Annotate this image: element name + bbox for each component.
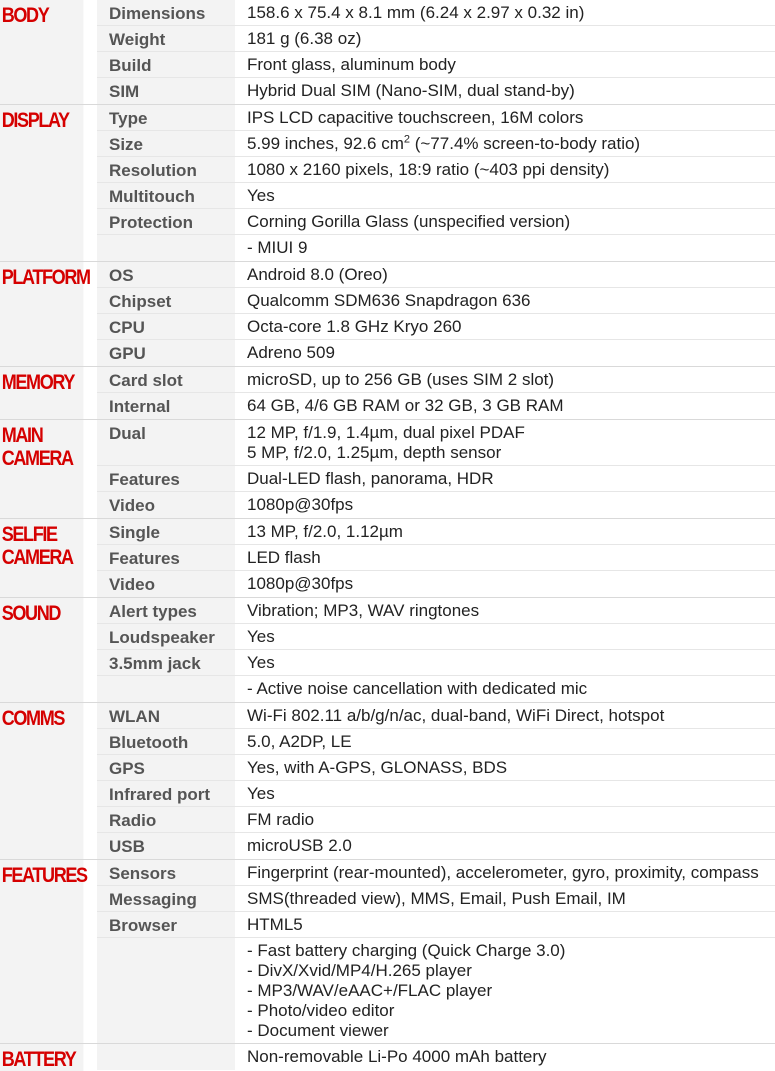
spec-row xyxy=(97,807,775,833)
section-title xyxy=(0,420,83,518)
spec-value-line xyxy=(247,317,775,337)
spec-label: 3.5mm jack xyxy=(97,650,235,675)
spec-value xyxy=(235,729,775,754)
spec-section xyxy=(0,703,775,860)
spec-label: Size xyxy=(97,131,235,156)
spec-row xyxy=(97,314,775,340)
spec-value xyxy=(235,624,775,649)
spec-value xyxy=(235,860,775,885)
spec-value-line xyxy=(247,186,775,206)
spec-value-text: Hybrid Dual SIM (Nano-SIM, dual stand-by) xyxy=(247,81,575,100)
spec-value-line xyxy=(247,495,775,515)
section-title-line: MAIN xyxy=(1,424,43,447)
spec-value-text: Dual-LED flash, panorama, HDR xyxy=(247,469,494,488)
spec-rows xyxy=(97,105,775,261)
spec-label: Loudspeaker xyxy=(97,624,235,649)
spec-label xyxy=(97,938,235,1043)
spec-value-line xyxy=(247,134,775,154)
spec-row xyxy=(97,755,775,781)
spec-row xyxy=(97,598,775,624)
spec-value xyxy=(235,235,775,261)
spec-value-line xyxy=(247,396,775,416)
section-title-line: DISPLAY xyxy=(1,109,69,132)
spec-value xyxy=(235,314,775,339)
spec-value-line xyxy=(247,574,775,594)
spec-value-line xyxy=(247,55,775,75)
section-title-line: SELFIE xyxy=(1,523,57,546)
spec-value-text: Yes xyxy=(247,186,275,205)
section-title xyxy=(0,367,83,419)
spec-row xyxy=(97,105,775,131)
spec-value-text: Yes xyxy=(247,784,275,803)
spec-value-text: - MIUI 9 xyxy=(247,238,308,257)
spec-value-line xyxy=(247,29,775,49)
spec-row xyxy=(97,235,775,261)
spec-label: Type xyxy=(97,105,235,130)
spec-row xyxy=(97,519,775,545)
spec-value-text: 5.0, A2DP, LE xyxy=(247,732,352,751)
spec-rows xyxy=(97,519,775,597)
spec-label: WLAN xyxy=(97,703,235,728)
spec-value-text: - MP3/WAV/eAAC+/FLAC player xyxy=(247,981,493,1000)
spec-row xyxy=(97,781,775,807)
spec-rows xyxy=(97,703,775,859)
spec-row xyxy=(97,393,775,419)
spec-value-line xyxy=(247,160,775,180)
section-title-line: CAMERA xyxy=(1,447,73,470)
spec-value xyxy=(235,393,775,419)
spec-value-text: SMS(threaded view), MMS, Email, Push Email, IM xyxy=(247,889,626,908)
spec-value-line xyxy=(247,863,775,883)
spec-value-text: FM radio xyxy=(247,810,315,829)
spec-value-text: 158.6 x 75.4 x 8.1 mm (6.24 x 2.97 x 0.32 in) xyxy=(247,3,585,22)
spec-value-text: - Fast battery charging (Quick Charge 3.0) xyxy=(247,941,566,960)
spec-row xyxy=(97,833,775,859)
spec-value-line xyxy=(247,469,775,489)
spec-label: Dual xyxy=(97,420,235,465)
spec-row xyxy=(97,624,775,650)
spec-label: Weight xyxy=(97,26,235,51)
spec-value-line xyxy=(247,443,775,463)
spec-value-line xyxy=(247,1021,775,1041)
spec-value-line xyxy=(247,915,775,935)
spec-value-text: - Active noise cancellation with dedicated mic xyxy=(247,679,588,698)
spec-row xyxy=(97,729,775,755)
spec-value xyxy=(235,650,775,675)
spec-value xyxy=(235,545,775,570)
spec-value-text: 64 GB, 4/6 GB RAM or 32 GB, 3 GB RAM xyxy=(247,396,564,415)
spec-label: GPS xyxy=(97,755,235,780)
spec-row xyxy=(97,26,775,52)
spec-rows xyxy=(97,860,775,1043)
spec-value-text: Corning Gorilla Glass (unspecified version) xyxy=(247,212,571,231)
spec-value-text: Qualcomm SDM636 Snapdragon 636 xyxy=(247,291,531,310)
section-title-line: BATTERY xyxy=(1,1048,76,1071)
spec-value-line xyxy=(247,732,775,752)
spec-value-text: Android 8.0 (Oreo) xyxy=(247,265,388,284)
spec-row xyxy=(97,0,775,26)
spec-value-text: 1080p@30fps xyxy=(247,495,354,514)
section-title xyxy=(0,519,83,597)
spec-value xyxy=(235,209,775,234)
spec-value-line xyxy=(247,238,775,258)
spec-row xyxy=(97,157,775,183)
spec-label: Resolution xyxy=(97,157,235,182)
superscript: 2 xyxy=(403,133,410,146)
spec-value-line xyxy=(247,889,775,909)
spec-value-line xyxy=(247,522,775,542)
spec-label xyxy=(97,1044,235,1070)
spec-label: Messaging xyxy=(97,886,235,911)
spec-value-line xyxy=(247,291,775,311)
section-title xyxy=(0,1044,83,1071)
section-title xyxy=(0,860,87,1043)
section-title-line: SOUND xyxy=(1,602,61,625)
section-title-line: COMMS xyxy=(1,707,65,730)
spec-section xyxy=(0,262,775,367)
section-title-line: CAMERA xyxy=(1,546,73,569)
spec-value xyxy=(235,676,775,702)
spec-value xyxy=(235,26,775,51)
spec-label: Card slot xyxy=(97,367,235,392)
spec-row xyxy=(97,209,775,235)
spec-row xyxy=(97,912,775,938)
spec-value-text: Octa-core 1.8 GHz Kryo 260 xyxy=(247,317,462,336)
spec-value xyxy=(235,703,775,728)
spec-label: Video xyxy=(97,571,235,597)
spec-value xyxy=(235,367,775,392)
spec-value-line xyxy=(247,343,775,363)
spec-value xyxy=(235,262,775,287)
spec-value-text: 13 MP, f/2.0, 1.12µm xyxy=(247,522,403,541)
spec-row xyxy=(97,466,775,492)
spec-value-line xyxy=(247,423,775,443)
spec-label: Features xyxy=(97,466,235,491)
spec-label: Dimensions xyxy=(97,0,235,25)
spec-value xyxy=(235,807,775,832)
spec-value-line xyxy=(247,653,775,673)
spec-row xyxy=(97,650,775,676)
spec-value-text: 1080p@30fps xyxy=(247,574,354,593)
spec-section xyxy=(0,598,775,703)
section-title xyxy=(0,598,83,702)
spec-value xyxy=(235,598,775,623)
spec-section xyxy=(0,1044,775,1071)
spec-value-text: 12 MP, f/1.9, 1.4µm, dual pixel PDAF xyxy=(247,423,525,442)
spec-value-line xyxy=(247,941,775,961)
spec-value-text: HTML5 xyxy=(247,915,303,934)
spec-value-line xyxy=(247,961,775,981)
spec-label: Browser xyxy=(97,912,235,937)
spec-value-text: 5 MP, f/2.0, 1.25µm, depth sensor xyxy=(247,443,502,462)
spec-row xyxy=(97,367,775,393)
spec-value xyxy=(235,492,775,518)
spec-value-text: Yes xyxy=(247,653,275,672)
spec-section xyxy=(0,420,775,519)
spec-value-line xyxy=(247,706,775,726)
spec-value-line xyxy=(247,784,775,804)
spec-value xyxy=(235,466,775,491)
spec-label: GPU xyxy=(97,340,235,366)
spec-value xyxy=(235,288,775,313)
spec-value-line xyxy=(247,1047,775,1067)
spec-value-text: Non-removable Li-Po 4000 mAh battery xyxy=(247,1047,547,1066)
spec-value xyxy=(235,519,775,544)
spec-value xyxy=(235,1044,775,1070)
spec-value xyxy=(235,833,775,859)
spec-section xyxy=(0,367,775,420)
spec-row xyxy=(97,886,775,912)
spec-rows xyxy=(97,262,775,366)
spec-value-line xyxy=(247,81,775,101)
spec-value-text: Wi-Fi 802.11 a/b/g/n/ac, dual-band, WiFi Direct, hotspot xyxy=(247,706,665,725)
spec-row xyxy=(97,676,775,702)
spec-row xyxy=(97,571,775,597)
section-title xyxy=(0,0,83,104)
spec-label xyxy=(97,235,235,261)
spec-label: Features xyxy=(97,545,235,570)
spec-value xyxy=(235,157,775,182)
spec-value-text: Yes, with A-GPS, GLONASS, BDS xyxy=(247,758,508,777)
spec-value xyxy=(235,755,775,780)
spec-value-text: LED flash xyxy=(247,548,321,567)
spec-value xyxy=(235,78,775,104)
spec-row xyxy=(97,938,775,1043)
spec-label: Single xyxy=(97,519,235,544)
spec-value-text: - Document viewer xyxy=(247,1021,389,1040)
spec-value-text: microSD, up to 256 GB (uses SIM 2 slot) xyxy=(247,370,555,389)
spec-rows xyxy=(97,1044,775,1071)
spec-value xyxy=(235,781,775,806)
spec-value xyxy=(235,886,775,911)
spec-row xyxy=(97,545,775,571)
spec-value-text: Fingerprint (rear-mounted), accelerometer, gyro, proximity, compass xyxy=(247,863,759,882)
spec-label: Chipset xyxy=(97,288,235,313)
spec-label: Protection xyxy=(97,209,235,234)
section-title-line: BODY xyxy=(1,4,49,27)
spec-value-line xyxy=(247,548,775,568)
spec-row xyxy=(97,78,775,104)
spec-label: Internal xyxy=(97,393,235,419)
spec-label: SIM xyxy=(97,78,235,104)
spec-value-suffix: (~77.4% screen-to-body ratio) xyxy=(410,134,641,153)
spec-value-text: microUSB 2.0 xyxy=(247,836,352,855)
spec-label: Infrared port xyxy=(97,781,235,806)
spec-value xyxy=(235,105,775,130)
spec-value-text: Adreno 509 xyxy=(247,343,335,362)
spec-value-text: 5.99 inches, 92.6 cm xyxy=(247,134,404,153)
spec-rows xyxy=(97,598,775,702)
spec-section xyxy=(0,519,775,598)
spec-row xyxy=(97,183,775,209)
spec-row xyxy=(97,492,775,518)
spec-label: Build xyxy=(97,52,235,77)
section-title xyxy=(0,703,83,859)
spec-value-line xyxy=(247,627,775,647)
spec-row xyxy=(97,52,775,78)
spec-label: CPU xyxy=(97,314,235,339)
spec-label: Multitouch xyxy=(97,183,235,208)
spec-label xyxy=(97,676,235,702)
spec-value-line xyxy=(247,108,775,128)
spec-value-line xyxy=(247,601,775,621)
spec-value xyxy=(235,420,775,465)
spec-row xyxy=(97,420,775,466)
spec-label: Radio xyxy=(97,807,235,832)
spec-row xyxy=(97,288,775,314)
spec-value-text: - Photo/video editor xyxy=(247,1001,395,1020)
spec-rows xyxy=(97,420,775,518)
spec-value-text: Front glass, aluminum body xyxy=(247,55,456,74)
spec-value-line xyxy=(247,265,775,285)
spec-label: Sensors xyxy=(97,860,235,885)
spec-row xyxy=(97,703,775,729)
spec-label: OS xyxy=(97,262,235,287)
spec-value-text: 1080 x 2160 pixels, 18:9 ratio (~403 ppi density) xyxy=(247,160,610,179)
spec-section xyxy=(0,105,775,262)
spec-value-text: 181 g (6.38 oz) xyxy=(247,29,362,48)
spec-value xyxy=(235,912,775,937)
spec-value-line xyxy=(247,212,775,232)
spec-value xyxy=(235,571,775,597)
spec-row xyxy=(97,860,775,886)
section-title xyxy=(0,105,83,261)
spec-value xyxy=(235,938,775,1043)
spec-value-line xyxy=(247,836,775,856)
spec-label: USB xyxy=(97,833,235,859)
spec-row xyxy=(97,1044,775,1070)
spec-value-text: Yes xyxy=(247,627,275,646)
spec-value xyxy=(235,131,775,156)
spec-value-text: Vibration; MP3, WAV ringtones xyxy=(247,601,480,620)
spec-value xyxy=(235,52,775,77)
spec-row xyxy=(97,262,775,288)
spec-rows xyxy=(97,0,775,104)
spec-label: Bluetooth xyxy=(97,729,235,754)
spec-value-line xyxy=(247,758,775,778)
section-title-line: MEMORY xyxy=(1,371,75,394)
spec-value-line xyxy=(247,370,775,390)
spec-value xyxy=(235,0,775,25)
spec-value-text: IPS LCD capacitive touchscreen, 16M colors xyxy=(247,108,584,127)
section-title xyxy=(0,262,90,366)
spec-value-line xyxy=(247,3,775,23)
spec-section xyxy=(0,0,775,105)
spec-value xyxy=(235,183,775,208)
spec-row xyxy=(97,340,775,366)
spec-value xyxy=(235,340,775,366)
spec-value-line xyxy=(247,981,775,1001)
spec-value-text: - DivX/Xvid/MP4/H.265 player xyxy=(247,961,472,980)
spec-label: Video xyxy=(97,492,235,518)
spec-value-line xyxy=(247,1001,775,1021)
spec-rows xyxy=(97,367,775,419)
section-title-line: PLATFORM xyxy=(1,266,90,289)
spec-label: Alert types xyxy=(97,598,235,623)
spec-value-line xyxy=(247,679,775,699)
spec-section xyxy=(0,860,775,1044)
spec-value-line xyxy=(247,810,775,830)
spec-row xyxy=(97,131,775,157)
section-title-line: FEATURES xyxy=(1,864,87,887)
